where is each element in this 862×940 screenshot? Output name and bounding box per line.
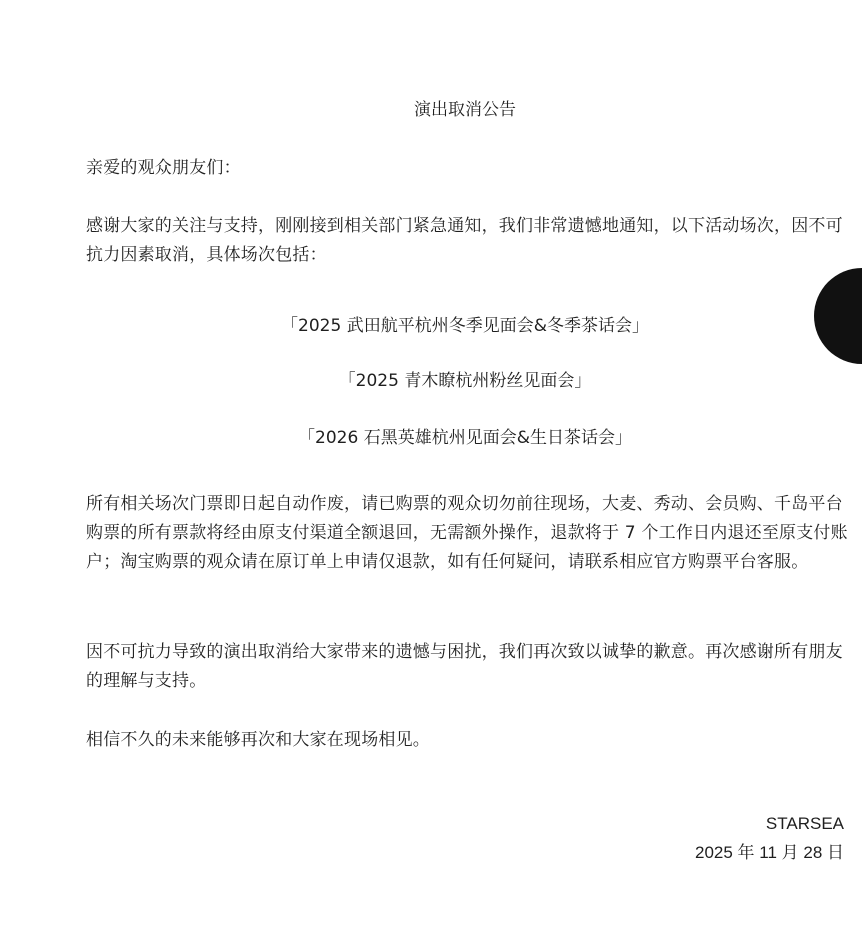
notice-title: 演出取消公告	[414, 100, 516, 120]
signature-organization: STARSEA	[765, 814, 844, 833]
cancelled-event-1: 「2025 武田航平杭州冬季见面会&冬季茶话会」	[281, 316, 649, 336]
cancelled-event-3: 「2026 石黑英雄杭州见面会&生日茶话会」	[298, 428, 632, 448]
greeting: 亲爱的观众朋友们：	[86, 158, 241, 178]
intro-paragraph: 感谢大家的关注与支持，刚刚接到相关部门紧急通知，我们非常遗憾地通知，以下活动场次，因不可抗力因素取消，具体场次包括：	[86, 216, 843, 265]
refund-paragraph: 所有相关场次门票即日起自动作废，请已购票的观众切勿前往现场，大麦、秀动、会员购、千岛平台购票的所有票款将经由原支付渠道全额退回，无需额外操作，退款将于 7 个工作日内退还至原支付账户；淘宝购票的观众请在原订单上申请仅退款，如有任何疑问，请联系相应官方购票平台客服。	[86, 494, 848, 572]
closing-paragraph: 相信不久的未来能够再次和大家在现场相见。	[86, 730, 430, 750]
cancelled-event-2: 「2025 青木瞭杭州粉丝见面会」	[338, 371, 592, 391]
apology-paragraph: 因不可抗力导致的演出取消给大家带来的遗憾与困扰，我们再次致以诚挚的歉意。再次感谢所有朋友的理解与支持。	[86, 642, 843, 691]
signature-date: 2025 年 11 月 28 日	[695, 843, 844, 862]
edge-circle-decoration	[814, 268, 862, 364]
